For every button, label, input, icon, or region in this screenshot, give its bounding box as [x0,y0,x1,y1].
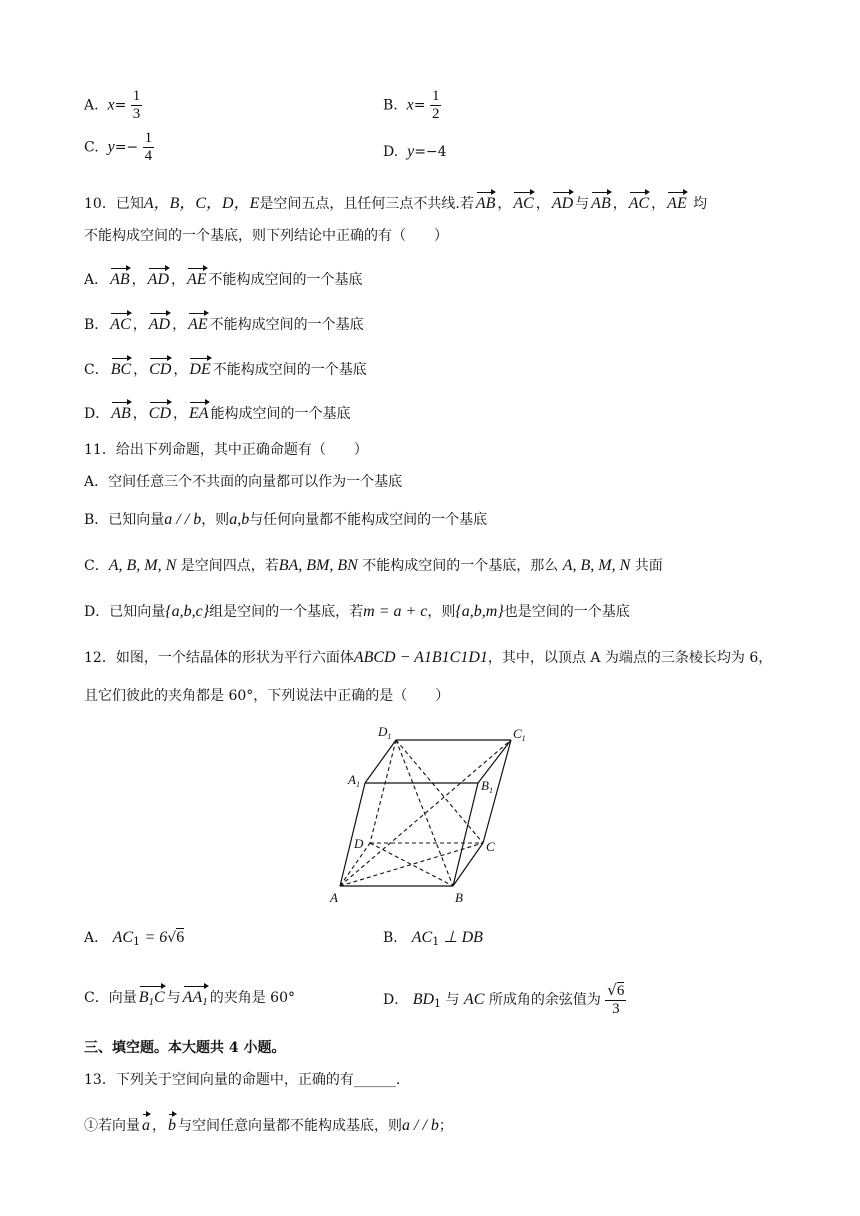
svg-text:C1: $C_1$ [513,726,526,743]
q13-item-1: ①若向量 a ， b 与空间任意向量都不能构成基底，则a / / b； [84,1110,453,1136]
q10-option-d: D． AB ， CD ， EA 能构成空间的一个基底 [84,398,351,424]
q11-option-b: B．已知向量a / / b，则a,b与任何向量都不能构成空间的一个基底 [84,511,488,528]
svg-text:B: B [455,890,463,905]
q11-stem: 11．给出下列命题，其中正确命题有（ ） [84,442,368,458]
q9-option-b: B. x= $\frac{1}{2}$ [383,88,440,122]
section-heading: 三、填空题。本大题共 4 小题。 [84,1040,286,1056]
q12-option-a: A． $AC_1 = 6√6$ [84,929,185,948]
fraction: $\frac{√6}{3}$ [607,981,625,1017]
q11-option-d: D．已知向量{a,b,c}组是空间的一个基底，若m = a + c，则{a,b,m}也是空间的一个基底 [84,603,630,620]
svg-text:D1: $D_1$ [378,724,392,741]
q10-stem-line1: 10．已知A，B，C，D，E是空间五点，且任何三点不共线.若 AB ， AC ， AD 与 AB ， AC ， AE 均 [84,188,707,214]
svg-text:D: D [354,836,364,851]
svg-text:B1: $B_1$ [481,778,493,795]
q9-option-d: D. y=−4 [383,143,447,160]
q9-option-a: A. x= $\frac{1}{3}$ [84,88,141,122]
q9-option-c: C. y=− $\frac{1}{4}$ [84,130,153,164]
parallelepiped-figure [328,718,533,908]
q12-stem-line2: 且它们彼此的夹角都是 60°，下列说法中正确的是（ ） [84,688,450,704]
q12-option-b: B． $AC_1$ ⊥ DB [383,929,483,948]
q12-option-d: D． $BD_1$ 与 AC 所成角的余弦值为 $\frac{√6}{3}$ [383,981,625,1017]
q10-option-a: A． AB ， AD ， AE 不能构成空间的一个基底 [84,264,363,290]
svg-text:C: C [486,839,495,854]
fraction: $\frac{1}{2}$ [431,88,440,122]
fraction: $\frac{1}{3}$ [132,88,141,122]
q10-option-b: B． AC ， AD ， AE 不能构成空间的一个基底 [84,309,364,335]
svg-text:A: A [330,890,338,905]
svg-text:A1: $A_1$ [348,772,360,789]
q12-option-c: C．向量 $B_1C$ 与 $AA_1$ 的夹角是 60° [84,982,295,1012]
q12-stem-line1: 12．如图，一个结晶体的形状为平行六面体ABCD − A1B1C1D1，其中，以顶点 A 为端点的三条棱长均为 6， [84,649,773,666]
q10-stem-line2: 不能构成空间的一个基底，则下列结论中正确的有（ ） [84,228,448,244]
q11-option-c: C．A, B, M, N 是空间四点，若BA, BM, BN 不能构成空间的一个基底，那么 A, B, M, N 共面 [84,557,663,574]
fraction: $\frac{1}{4}$ [144,130,153,164]
q13-stem: 13．下列关于空间向量的命题中，正确的有______. [84,1072,401,1088]
q10-option-c: C． BC ， CD ， DE 不能构成空间的一个基底 [84,354,367,380]
q11-option-a: A．空间任意三个不共面的向量都可以作为一个基底 [84,474,403,490]
